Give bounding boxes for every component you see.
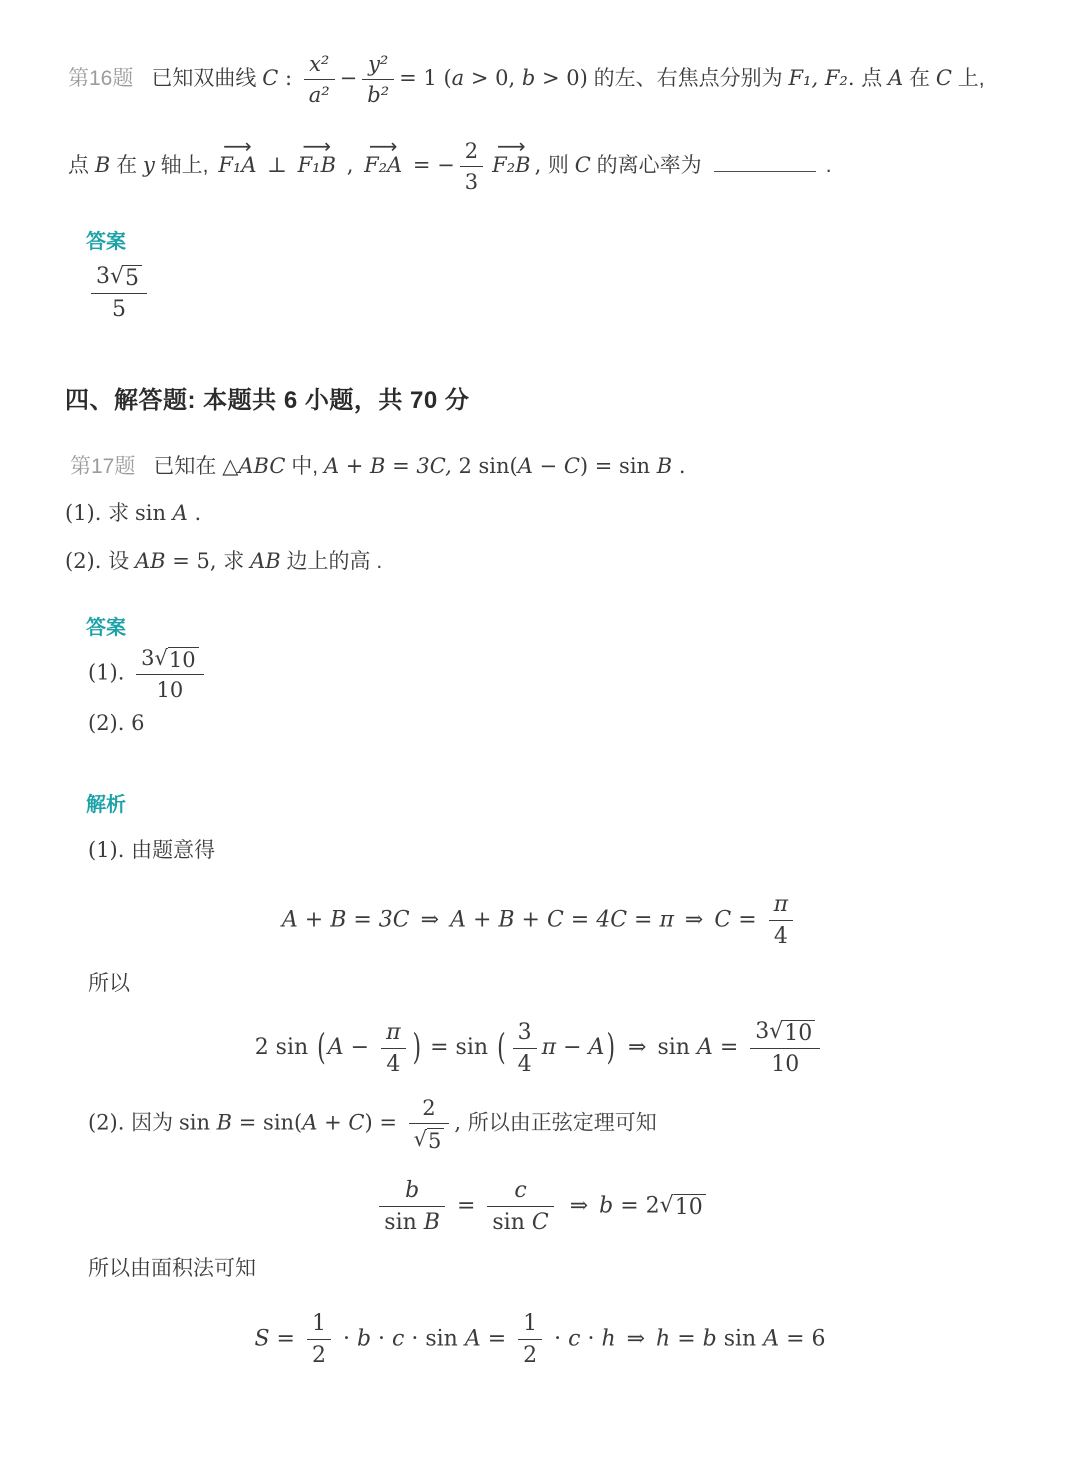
math-variable: A + B + C = 4C = π xyxy=(450,907,674,933)
math-roman: − xyxy=(343,1035,377,1061)
math-roman: (2). xyxy=(88,1110,132,1135)
math-roman: 3 xyxy=(141,646,155,671)
fraction-denominator xyxy=(91,293,147,322)
math-roman: = sin( xyxy=(232,1110,303,1135)
fraction-numerator xyxy=(136,646,204,674)
math-fraction xyxy=(409,1096,450,1152)
radical-sign-icon: √ xyxy=(154,646,168,671)
math-roman: ⇒ xyxy=(673,907,715,933)
math-variable: y² xyxy=(368,52,389,76)
math-variable: c xyxy=(392,1326,405,1352)
math-fraction xyxy=(487,1178,553,1236)
math-roman: 3 xyxy=(464,170,479,195)
big-paren: ( xyxy=(497,1028,506,1069)
math-sqrt xyxy=(769,1020,815,1045)
math-roman: 10 xyxy=(168,648,196,673)
math-variable: b xyxy=(702,1326,717,1352)
problem-17-label: 第17题 xyxy=(70,454,136,478)
math-text: 因为 xyxy=(131,1111,179,1135)
math-fraction xyxy=(513,1020,537,1078)
math-variable: C xyxy=(935,66,952,91)
math-vector xyxy=(297,133,337,182)
math-fraction xyxy=(304,52,335,107)
math-roman: 5 xyxy=(125,265,140,291)
section-header: 四、解答题: 本题共 6 小题，共 70 分 xyxy=(65,386,470,414)
vector-arrow-icon: ⟶ xyxy=(223,133,252,158)
fraction-numerator xyxy=(518,1311,542,1339)
math-roman: ⇒ sin xyxy=(617,1035,697,1061)
math-fraction xyxy=(518,1311,542,1369)
math-roman: 1 xyxy=(523,1310,538,1336)
math-roman: . xyxy=(672,453,686,478)
vector-arrow-icon: ⟶ xyxy=(368,133,398,158)
math-text: 求 xyxy=(223,549,251,573)
math-roman: sin xyxy=(492,1209,532,1235)
math-roman: > 0, xyxy=(464,66,522,91)
math-roman: · sin xyxy=(404,1326,465,1352)
math-text: 设 xyxy=(108,549,135,573)
fraction-numerator xyxy=(307,1311,331,1339)
sqrt-radicand xyxy=(168,647,199,671)
math-variable: x² xyxy=(309,52,330,76)
math-text: 则 xyxy=(547,154,575,178)
math-roman: 10 xyxy=(784,1021,813,1047)
math-roman: 4 xyxy=(517,1051,532,1077)
sqrt-radicand xyxy=(427,1128,444,1152)
vector-arrow-icon: ⟶ xyxy=(497,133,526,158)
math-fraction xyxy=(750,1019,820,1077)
math-sqrt xyxy=(660,1194,706,1219)
math-text: 点 xyxy=(68,154,95,178)
problem-17-part2 xyxy=(65,546,1080,577)
math-text: 的离心率为 xyxy=(590,154,702,178)
math-text: 上, xyxy=(951,67,985,91)
math-fraction xyxy=(136,646,204,702)
math-roman: 2 xyxy=(311,1343,326,1369)
math-variable: A xyxy=(172,501,188,526)
math-roman: 4 xyxy=(386,1051,401,1077)
math-roman: 5 xyxy=(427,1128,442,1153)
math-variable: b² xyxy=(367,83,390,108)
math-variable: h xyxy=(656,1326,671,1352)
math-roman: · xyxy=(371,1326,393,1352)
fraction-numerator xyxy=(769,892,793,920)
math-variable: A xyxy=(763,1326,780,1352)
math-roman: = xyxy=(670,1326,703,1352)
math-variable: A + B = 3C, xyxy=(323,453,459,478)
math-roman: ⇒ xyxy=(615,1326,657,1352)
math-roman: 5 xyxy=(112,296,127,322)
math-roman: = xyxy=(731,907,764,933)
math-variable: C xyxy=(262,66,279,91)
radical-sign-icon: √ xyxy=(659,1193,674,1219)
answer-heading-p16: 答案 xyxy=(86,230,126,253)
vector-name: F₁B xyxy=(297,153,337,178)
fraction-numerator xyxy=(460,139,483,166)
fraction-numerator xyxy=(750,1019,820,1048)
math-text: 轴上, xyxy=(154,154,215,178)
math-vector xyxy=(492,133,531,182)
math-text: 求 xyxy=(108,502,135,526)
math-roman: = 1 ( xyxy=(399,66,452,91)
fraction-denominator xyxy=(769,920,793,949)
vector-name: F₂A xyxy=(364,153,403,178)
math-roman: . xyxy=(847,66,862,91)
math-roman: 1 xyxy=(311,1310,326,1336)
analysis-step1-intro xyxy=(88,835,1080,867)
problem-17-answer2 xyxy=(88,711,1080,736)
math-roman: 2 xyxy=(422,1095,436,1120)
math-roman: 3 xyxy=(755,1019,770,1045)
math-variable: C xyxy=(574,153,591,178)
math-roman: = xyxy=(269,1326,302,1352)
math-roman: = sin xyxy=(423,1035,496,1061)
math-roman: 10 xyxy=(771,1052,800,1078)
math-fraction xyxy=(460,139,483,194)
fraction-numerator xyxy=(362,52,394,79)
math-roman: sin xyxy=(134,501,173,526)
problem-17-statement xyxy=(153,455,685,478)
problem-16 xyxy=(68,42,1040,195)
fraction-denominator xyxy=(307,1339,331,1368)
math-variable: b xyxy=(356,1326,372,1352)
math-sqrt xyxy=(154,647,198,671)
math-roman: (1). xyxy=(88,837,132,862)
math-variable: A + C xyxy=(302,1110,365,1135)
math-roman: 3 xyxy=(517,1019,532,1045)
problem-16-statement-line2 xyxy=(68,121,1040,194)
math-text: 边上的高 . xyxy=(280,549,383,573)
fraction-numerator xyxy=(91,264,147,293)
math-variable: b xyxy=(599,1193,614,1219)
math-variable: F₁, F₂ xyxy=(788,66,848,91)
math-variable: AB xyxy=(134,548,166,573)
math-text: 已知在 xyxy=(153,454,223,478)
math-roman: 4 xyxy=(773,924,788,950)
math-text: 在 xyxy=(903,67,936,91)
math-roman: sin xyxy=(716,1326,764,1352)
math-variable: c xyxy=(568,1326,581,1352)
math-variable: A xyxy=(464,1326,481,1352)
math-roman: ⇒ xyxy=(409,907,451,933)
math-roman: · xyxy=(547,1326,569,1352)
analysis-heading: 解析 xyxy=(86,793,126,816)
fraction-numerator xyxy=(487,1178,553,1206)
fraction-numerator xyxy=(381,1020,405,1048)
math-variable: ABC xyxy=(238,453,286,478)
equation-4 xyxy=(0,1311,1080,1369)
math-text: 已知双曲线 xyxy=(151,67,263,91)
math-fraction xyxy=(91,264,147,322)
fraction-denominator xyxy=(487,1206,553,1235)
sqrt-radicand xyxy=(783,1020,815,1045)
math-roman: , xyxy=(534,153,548,178)
math-vector xyxy=(364,133,403,182)
fraction-numerator xyxy=(409,1096,450,1123)
math-roman: 10 xyxy=(156,678,184,703)
math-variable: π − A xyxy=(541,1035,605,1061)
math-roman: = xyxy=(449,1193,483,1219)
problem-17-answer1 xyxy=(88,646,1080,702)
fraction-denominator xyxy=(304,79,335,107)
analysis-step4-text: 所以由面积法可知 xyxy=(88,1257,256,1281)
math-variable: h xyxy=(601,1326,616,1352)
math-roman: 2 xyxy=(523,1343,538,1369)
math-roman: 2 sin xyxy=(254,1035,316,1061)
problem-17-line xyxy=(70,451,1040,483)
math-variable: a² xyxy=(308,83,330,108)
math-vector xyxy=(218,133,257,182)
math-variable: A xyxy=(327,1035,344,1061)
fraction-denominator xyxy=(409,1123,450,1152)
vector-name: F₂B xyxy=(492,153,531,178)
math-text: 所以由正弦定理可知 xyxy=(467,1111,657,1135)
math-variable: AB xyxy=(250,548,281,573)
problem-17-part1 xyxy=(65,498,1080,529)
problem-16-line1 xyxy=(68,42,1040,107)
math-fraction xyxy=(362,52,394,107)
math-fraction xyxy=(379,1178,445,1236)
math-roman: 10 xyxy=(674,1195,703,1221)
fraction-denominator xyxy=(379,1206,445,1235)
math-variable: b xyxy=(405,1177,420,1203)
big-paren: ) xyxy=(412,1028,422,1069)
problem-17 xyxy=(0,451,1080,1368)
math-variable: c xyxy=(514,1177,527,1203)
math-variable: A xyxy=(888,66,904,91)
fraction-denominator xyxy=(460,166,483,194)
fraction-numerator xyxy=(513,1020,537,1048)
math-fraction xyxy=(769,892,793,950)
math-sqrt xyxy=(414,1128,445,1152)
math-roman: = 6 xyxy=(779,1326,826,1352)
math-variable: B xyxy=(216,1110,233,1135)
math-roman: = − xyxy=(406,153,455,178)
math-roman: (2). xyxy=(65,548,109,573)
radical-sign-icon: √ xyxy=(110,263,125,289)
analysis-step2-text: 所以 xyxy=(88,971,130,995)
math-variable: A xyxy=(696,1035,713,1061)
equation-1 xyxy=(0,892,1080,950)
math-roman: , xyxy=(340,153,361,178)
math-roman: , xyxy=(454,1110,468,1135)
math-variable: π xyxy=(773,892,789,918)
math-roman: . xyxy=(187,501,202,526)
problem-16-label: 第16题 xyxy=(68,67,134,91)
sqrt-radicand xyxy=(124,265,142,290)
math-roman: ⊥ xyxy=(260,153,294,178)
math-roman: sin xyxy=(178,1110,217,1135)
math-roman: (1). xyxy=(88,660,132,685)
fraction-numerator xyxy=(379,1178,445,1206)
math-roman: = 2 xyxy=(613,1193,660,1219)
math-roman: : xyxy=(278,66,299,91)
fraction-denominator xyxy=(750,1048,820,1077)
problem-16-answer xyxy=(86,264,1080,322)
math-roman: = xyxy=(712,1035,746,1061)
math-roman: △ xyxy=(222,453,239,478)
math-fraction xyxy=(381,1020,405,1078)
fraction-denominator xyxy=(136,674,204,702)
math-variable: b xyxy=(521,66,536,91)
math-roman: (1). xyxy=(65,501,109,526)
math-roman: = 5, xyxy=(165,548,224,573)
fraction-denominator xyxy=(362,79,394,107)
vector-arrow-icon: ⟶ xyxy=(302,133,332,158)
math-roman: 3 xyxy=(96,263,110,289)
sqrt-radicand xyxy=(674,1194,706,1219)
math-text: 中, xyxy=(285,454,324,478)
radical-sign-icon: √ xyxy=(413,1126,427,1151)
math-variable: A − C xyxy=(517,453,580,478)
math-roman: 2 xyxy=(464,139,479,164)
math-variable: C xyxy=(714,907,732,933)
answer-heading-p17: 答案 xyxy=(86,617,126,640)
math-roman: (2). 6 xyxy=(88,710,145,735)
math-variable: B xyxy=(94,153,111,178)
radical-sign-icon: √ xyxy=(769,1019,784,1045)
fraction-denominator xyxy=(513,1048,537,1077)
fraction-denominator xyxy=(381,1048,405,1077)
equation-3 xyxy=(0,1178,1080,1236)
math-roman: > 0) xyxy=(535,66,588,91)
math-roman: · xyxy=(580,1326,602,1352)
math-text: 点 xyxy=(861,67,889,91)
equation-2 xyxy=(0,1019,1080,1077)
math-variable: y xyxy=(142,153,155,178)
vector-name: F₁A xyxy=(218,153,257,178)
fraction-denominator xyxy=(518,1339,542,1368)
math-variable: S xyxy=(254,1326,270,1352)
math-text: 由题意得 xyxy=(131,838,216,862)
math-roman: ⇒ xyxy=(558,1193,600,1219)
math-text: 的左、右焦点分别为 xyxy=(587,67,789,91)
big-paren: ) xyxy=(606,1028,616,1069)
math-roman: = xyxy=(480,1326,514,1352)
math-roman: · xyxy=(335,1326,357,1352)
math-variable: C xyxy=(531,1209,549,1235)
math-variable: A + B = 3C xyxy=(281,907,410,933)
math-fraction xyxy=(307,1311,331,1369)
problem-16-statement-line1 xyxy=(151,52,985,108)
math-roman: ) = sin xyxy=(579,453,657,478)
analysis-step3 xyxy=(88,1096,1080,1152)
math-roman: ) = xyxy=(364,1110,404,1135)
math-variable: B xyxy=(423,1209,440,1235)
math-roman: 2 sin( xyxy=(458,453,518,478)
math-sqrt xyxy=(110,265,142,290)
math-variable: π xyxy=(386,1019,401,1045)
math-roman: sin xyxy=(384,1209,424,1235)
fraction-numerator xyxy=(304,52,335,79)
math-roman: − xyxy=(339,66,358,91)
math-text: . xyxy=(825,154,832,178)
math-text: 在 xyxy=(110,154,143,178)
math-variable: a xyxy=(451,66,465,91)
big-paren: ( xyxy=(317,1028,326,1069)
math-variable: B xyxy=(656,453,673,478)
fill-in-blank xyxy=(714,151,816,172)
